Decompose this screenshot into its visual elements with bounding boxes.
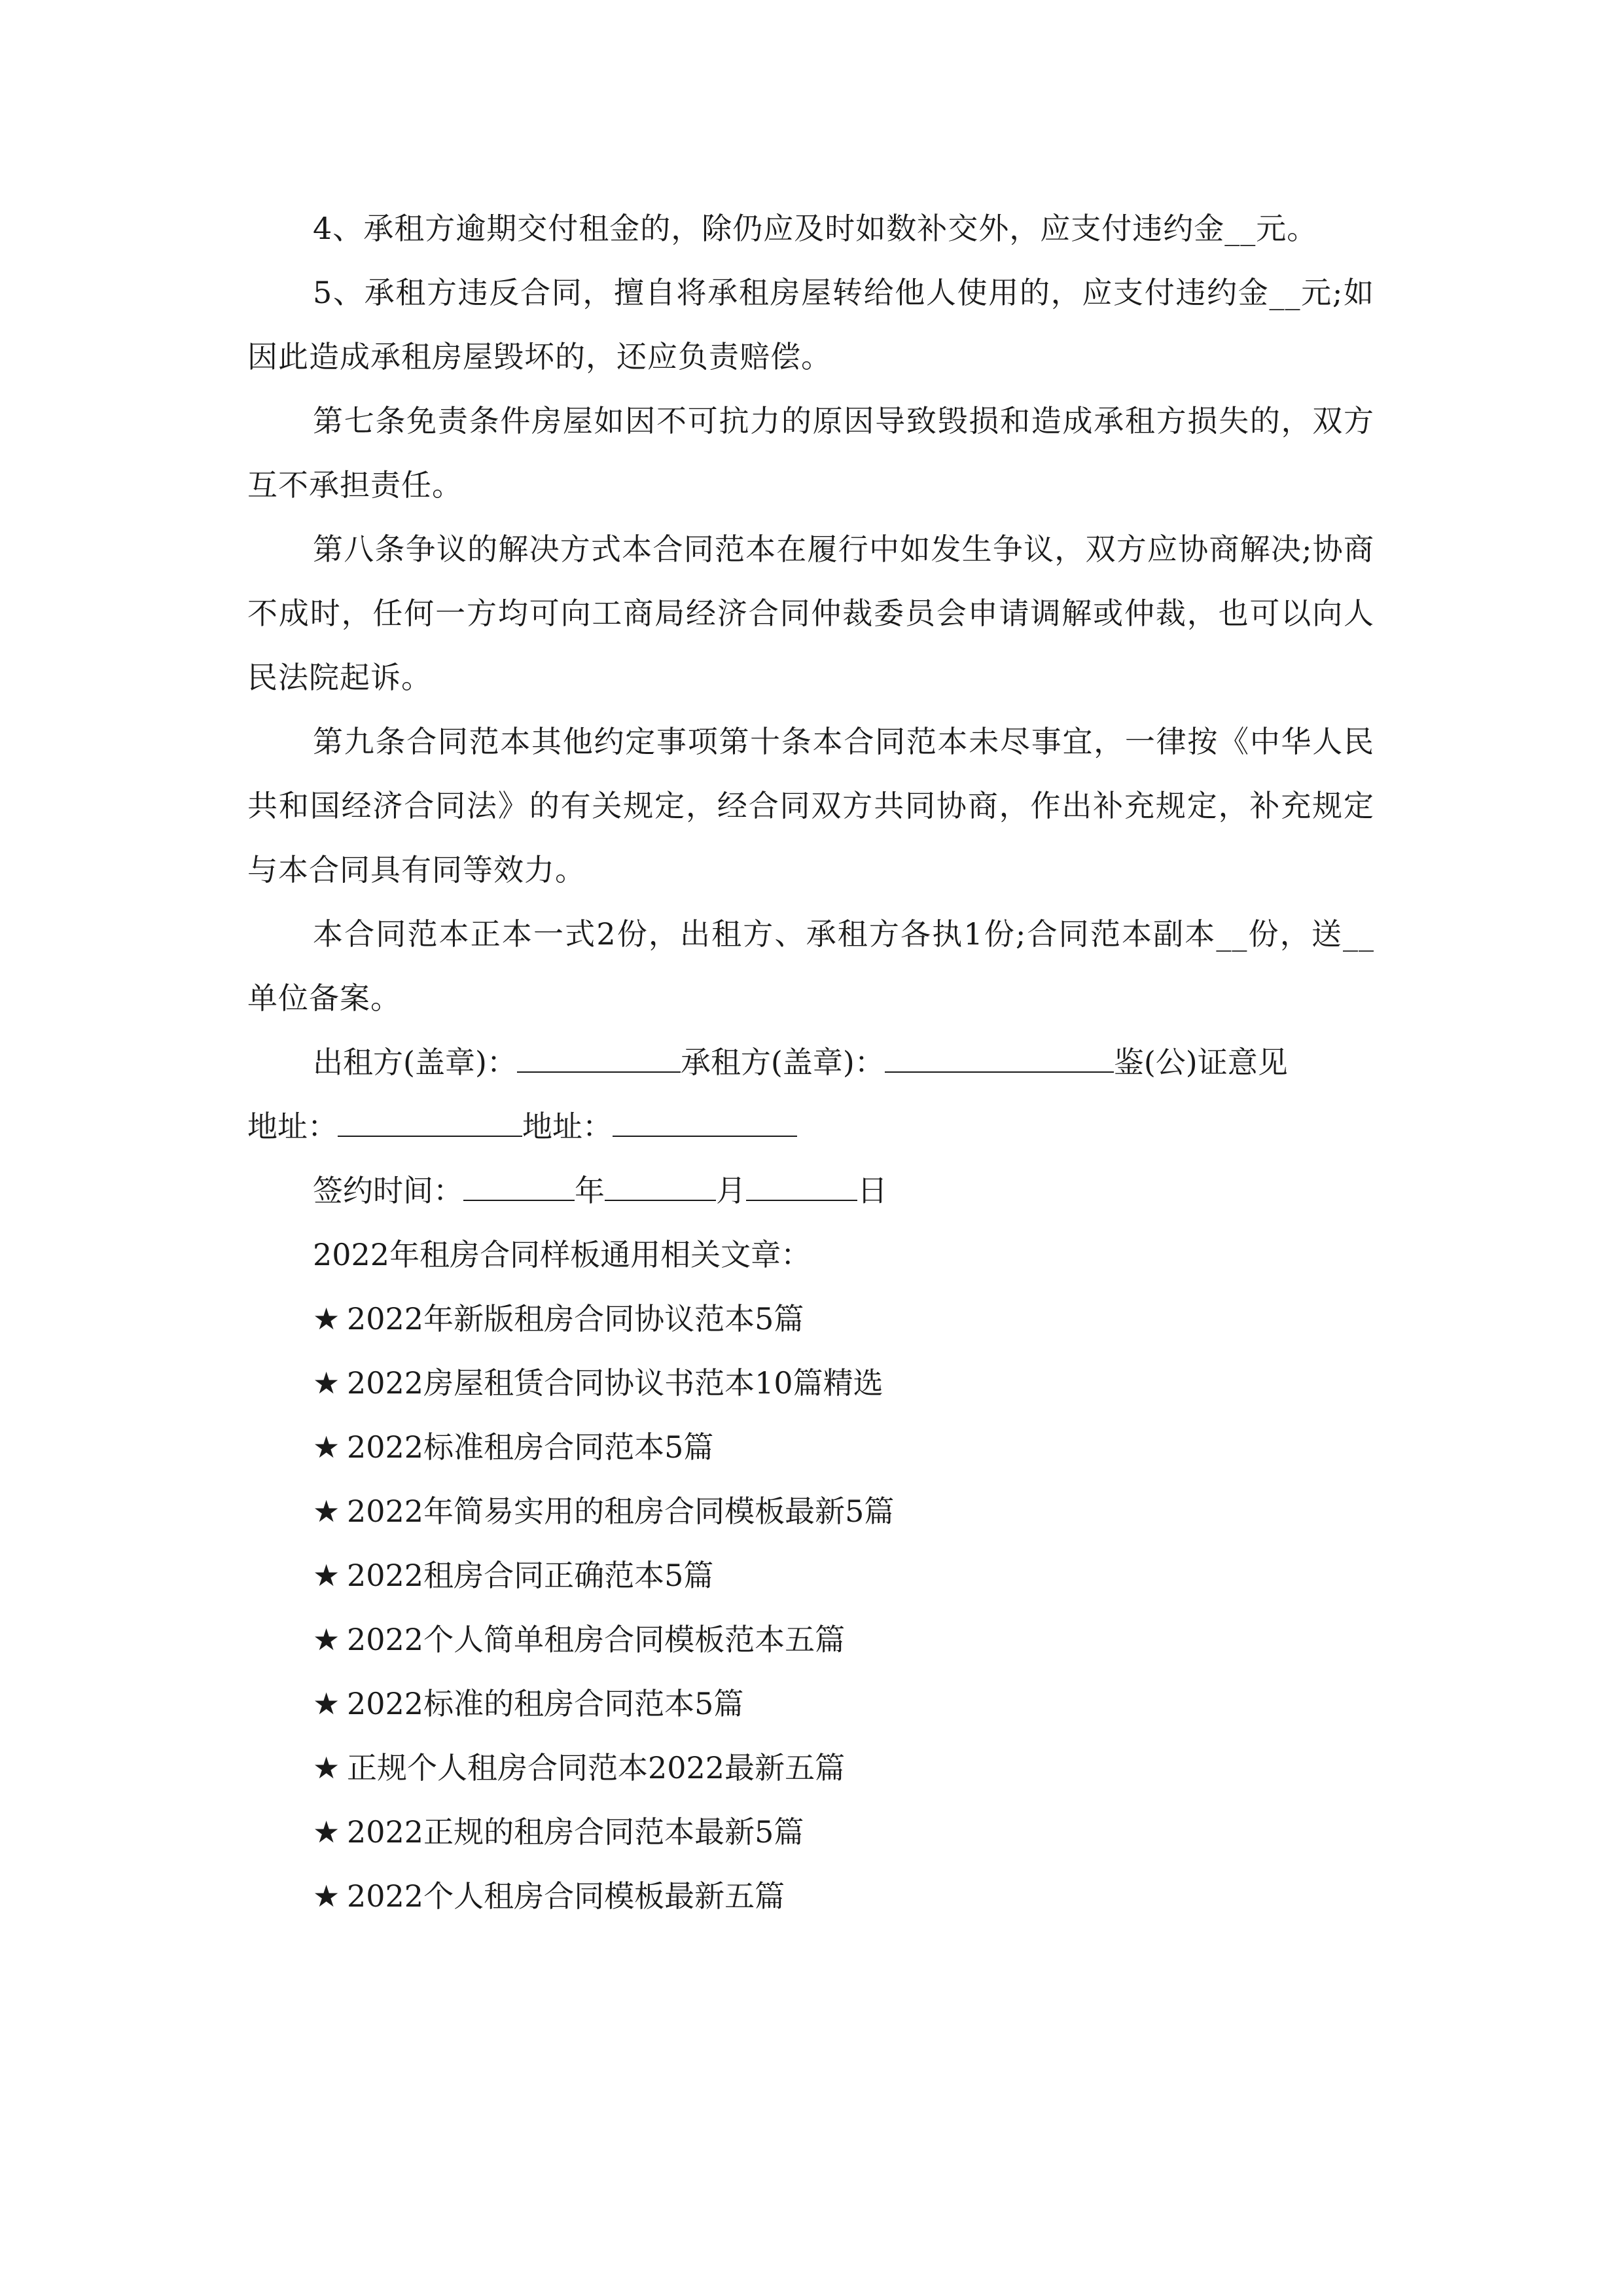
related-article-item[interactable] xyxy=(247,1543,1374,1607)
clause-sublet-penalty: 5、承租方违反合同，擅自将承租房屋转给他人使用的，应支付违约金__元;如因此造成承租房屋毁坏的，还应负责赔偿。 xyxy=(247,275,1374,374)
document-body xyxy=(247,196,1374,1928)
lessee-address-label: 地址： xyxy=(522,1109,613,1144)
clause-article-9-other-terms: 第九条合同范本其他约定事项第十条本合同范本未尽事宜，一律按《中华人民共和国经济合同法》的有关规定，经合同双方共同协商，作出补充规定，补充规定与本合同具有同等效力。 xyxy=(247,724,1374,888)
month-label: 月 xyxy=(716,1173,746,1208)
lessor-address-blank xyxy=(338,1105,522,1137)
clause-copies: 本合同范本正本一式2份，出租方、承租方各执1份;合同范本副本__份，送__单位备案。 xyxy=(247,916,1374,1016)
related-article-link[interactable]: 2022个人简单租房合同模板范本五篇 xyxy=(347,1622,846,1657)
lessee-address-blank xyxy=(613,1105,797,1137)
clause-late-rent-penalty: 4、承租方逾期交付租金的，除仍应及时如数补交外，应支付违约金__元。 xyxy=(313,211,1318,246)
related-article-item[interactable] xyxy=(247,1479,1374,1543)
related-article-item[interactable] xyxy=(247,1287,1374,1351)
related-article-item[interactable] xyxy=(247,1736,1374,1800)
signing-time-label: 签约时间： xyxy=(313,1173,463,1208)
related-article-link[interactable]: 2022标准租房合同范本5篇 xyxy=(347,1429,714,1465)
star-icon: ★ xyxy=(313,1494,340,1529)
related-article-item[interactable] xyxy=(247,1415,1374,1479)
related-article-link[interactable]: 2022正规的租房合同范本最新5篇 xyxy=(347,1814,804,1850)
related-article-item[interactable] xyxy=(247,1672,1374,1736)
related-article-item[interactable] xyxy=(247,1800,1374,1864)
signature-seal-line xyxy=(247,1030,1374,1094)
related-article-link[interactable]: 正规个人租房合同范本2022最新五篇 xyxy=(347,1750,846,1785)
clause-article-7-exemption: 第七条免责条件房屋如因不可抗力的原因导致毁损和造成承租方损失的，双方互不承担责任。 xyxy=(247,403,1374,503)
star-icon: ★ xyxy=(313,1429,340,1465)
star-icon: ★ xyxy=(313,1814,340,1850)
year-label: 年 xyxy=(575,1173,605,1208)
notary-opinion-label: 鉴(公)证意见 xyxy=(1113,1045,1288,1080)
lessor-seal-label: 出租方(盖章)： xyxy=(313,1045,517,1080)
related-article-item[interactable] xyxy=(247,1607,1374,1672)
related-article-link[interactable]: 2022年简易实用的租房合同模板最新5篇 xyxy=(347,1494,895,1529)
day-label: 日 xyxy=(857,1173,887,1208)
clause-article-8-disputes: 第八条争议的解决方式本合同范本在履行中如发生争议，双方应协商解决;协商不成时，任何一方均可向工商局经济合同仲裁委员会申请调解或仲裁，也可以向人民法院起诉。 xyxy=(247,531,1374,695)
month-blank xyxy=(605,1170,716,1201)
lessee-seal-label: 承租方(盖章)： xyxy=(680,1045,885,1080)
related-articles-title: 2022年租房合同样板通用相关文章： xyxy=(313,1237,812,1272)
lessee-seal-blank xyxy=(885,1041,1114,1073)
star-icon: ★ xyxy=(313,1301,340,1336)
star-icon: ★ xyxy=(313,1686,340,1721)
star-icon: ★ xyxy=(313,1878,340,1914)
related-article-link[interactable]: 2022个人租房合同模板最新五篇 xyxy=(347,1878,785,1914)
signing-date-line xyxy=(247,1158,1374,1223)
related-article-item[interactable] xyxy=(247,1351,1374,1415)
lessor-seal-blank xyxy=(517,1041,681,1073)
star-icon: ★ xyxy=(313,1365,340,1401)
related-article-link[interactable]: 2022租房合同正确范本5篇 xyxy=(347,1558,714,1593)
star-icon: ★ xyxy=(313,1750,340,1785)
star-icon: ★ xyxy=(313,1622,340,1657)
year-blank xyxy=(463,1170,575,1201)
related-article-link[interactable]: 2022房屋租赁合同协议书范本10篇精选 xyxy=(347,1365,883,1401)
related-article-link[interactable]: 2022年新版租房合同协议范本5篇 xyxy=(347,1301,804,1336)
star-icon: ★ xyxy=(313,1558,340,1593)
lessor-address-label: 地址： xyxy=(247,1109,338,1144)
related-article-link[interactable]: 2022标准的租房合同范本5篇 xyxy=(347,1686,744,1721)
related-article-item[interactable] xyxy=(247,1864,1374,1928)
related-articles-list xyxy=(247,1287,1374,1928)
signature-address-line xyxy=(247,1094,1374,1158)
day-blank xyxy=(746,1170,857,1201)
